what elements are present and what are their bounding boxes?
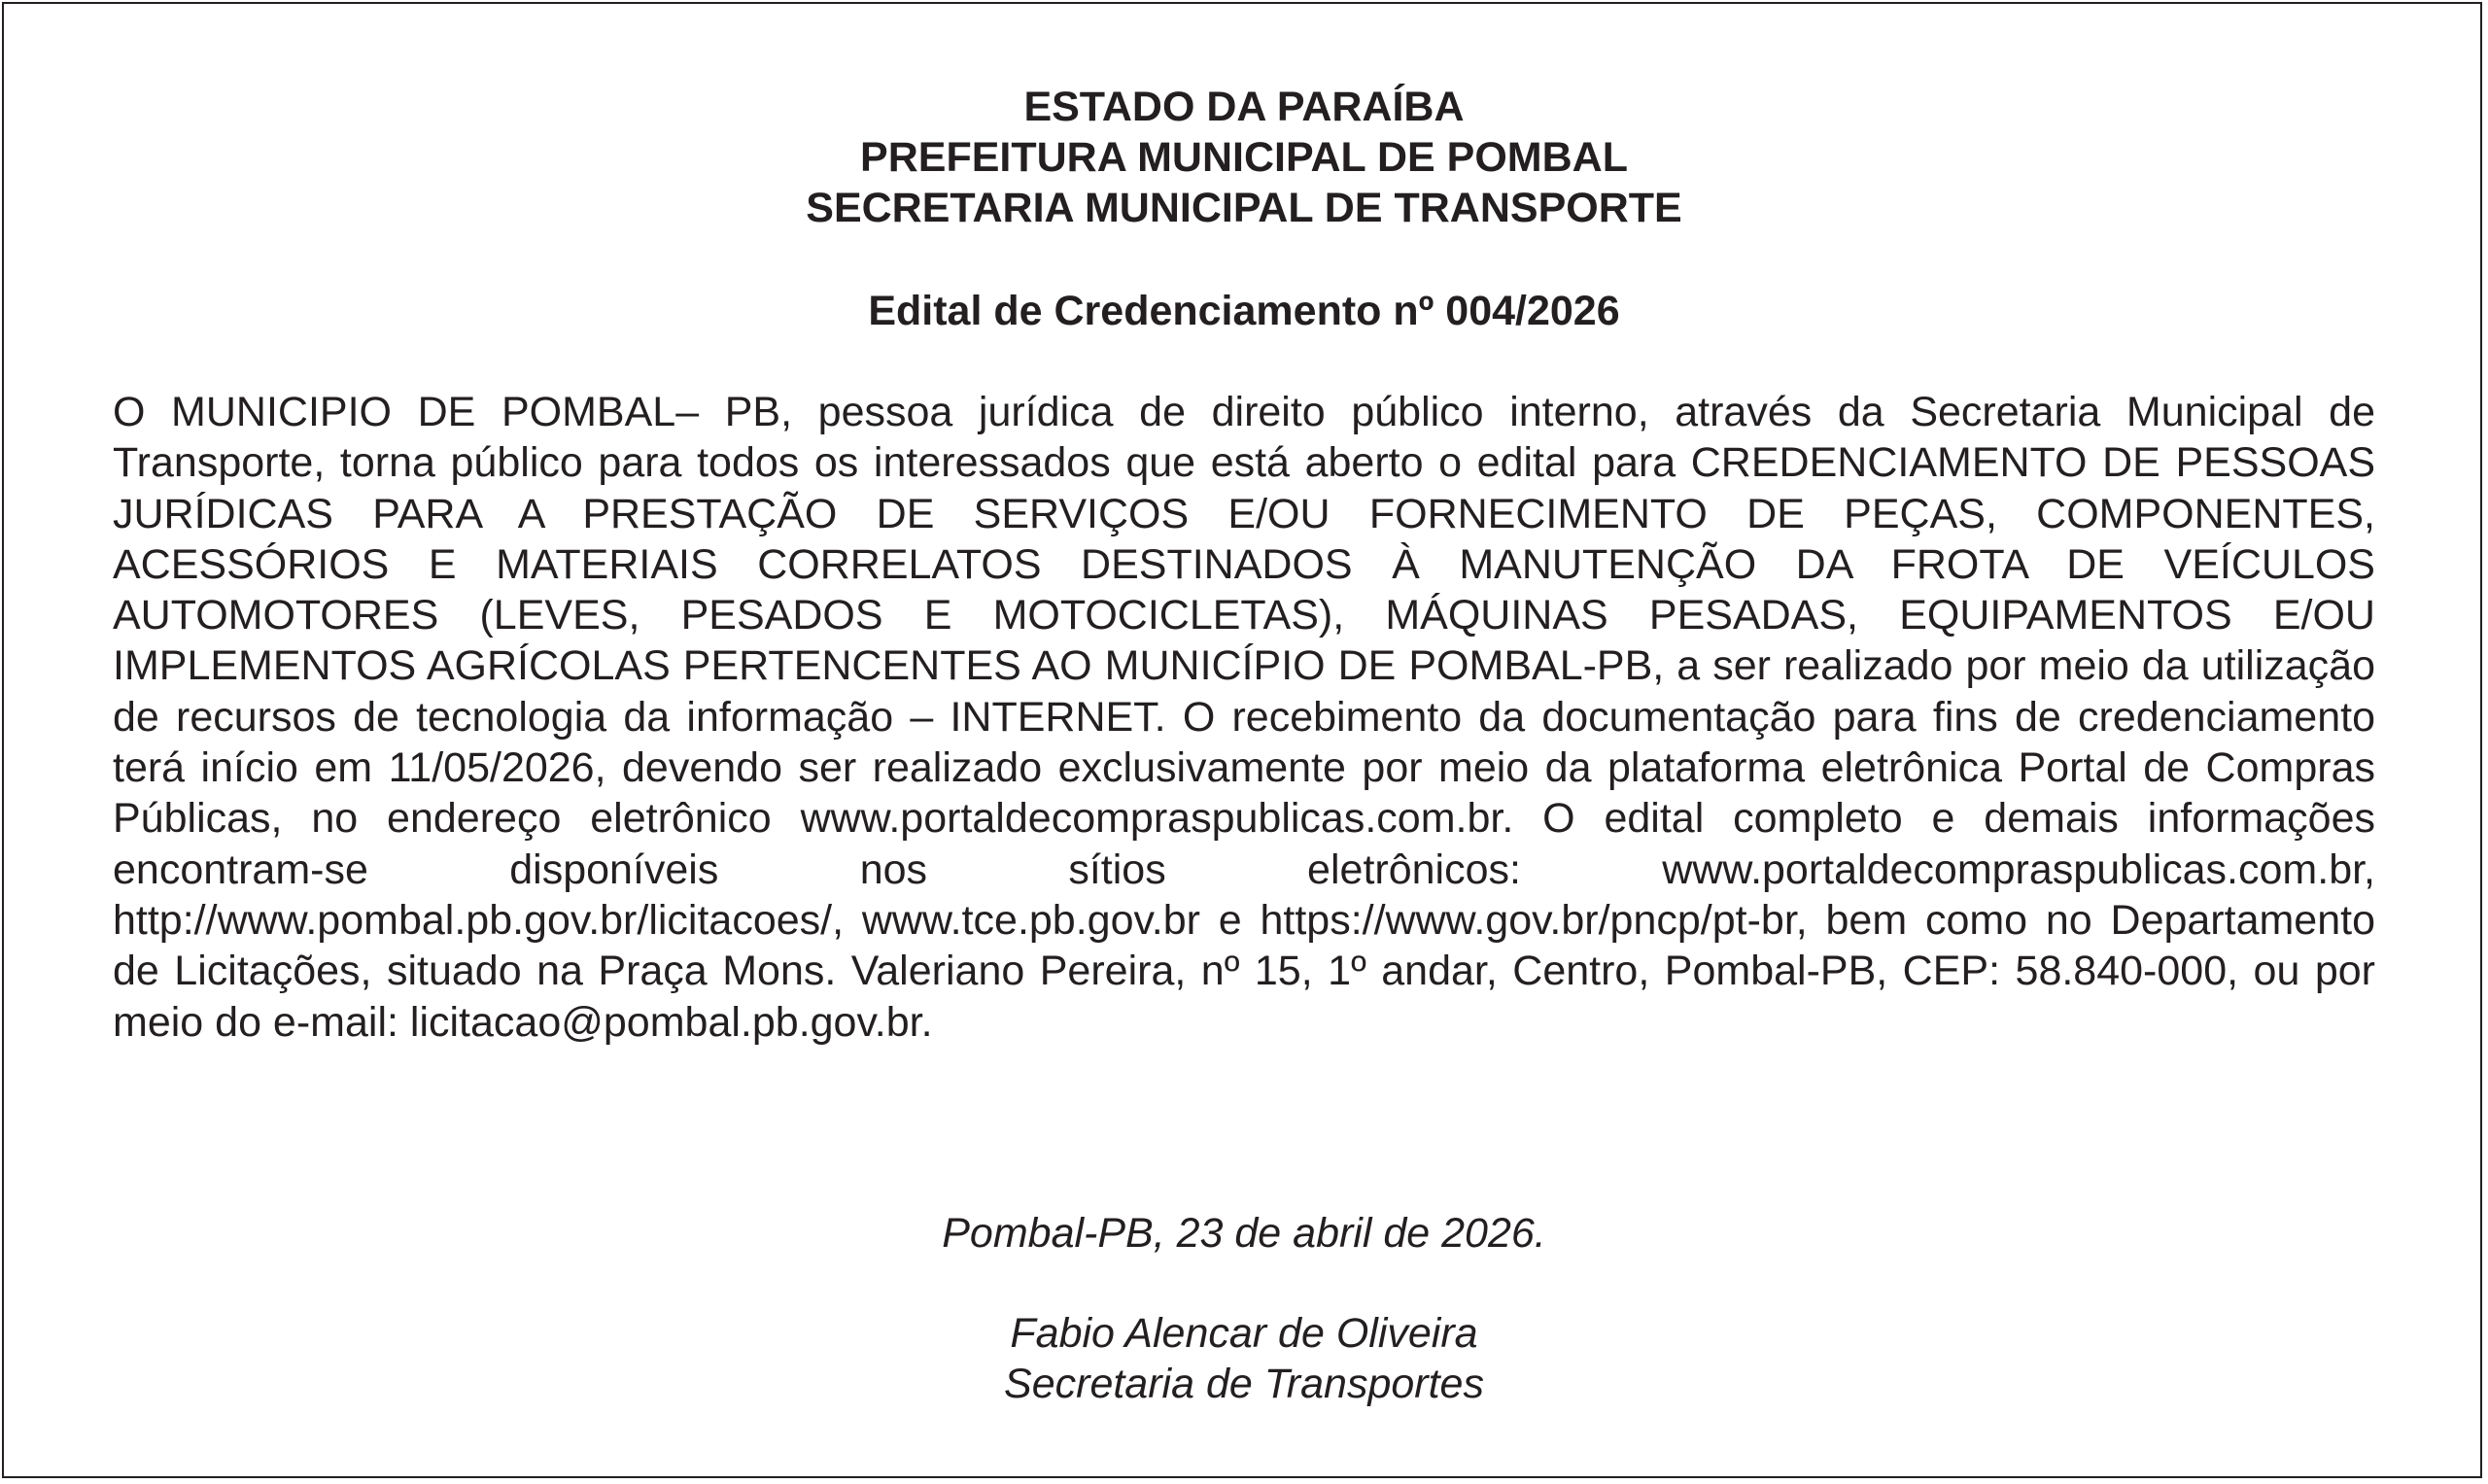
signature-block [0, 1308, 2488, 1409]
header-block [0, 82, 2488, 233]
header-secretariat: SECRETARIA MUNICIPAL DE TRANSPORTE [806, 185, 1682, 231]
edital-title: Edital de Credenciamento nº 004/2026 [868, 288, 1620, 334]
signer-name: Fabio Alencar de Oliveira [1010, 1310, 1478, 1357]
header-prefecture: PREFEITURA MUNICIPAL DE POMBAL [860, 134, 1628, 181]
place-date: Pombal-PB, 23 de abril de 2026. [942, 1210, 1546, 1257]
header-state: ESTADO DA PARAÍBA [1023, 84, 1465, 130]
notice-body: O MUNICIPIO DE POMBAL– PB, pessoa jurídica de direito público interno, através da Secretaria Municipal de Transporte, torna público para todos os interessados que está aberto o edital para CREDENCIAMENTO DE PESSOAS JURÍDICAS PARA A PRESTAÇÃO DE SERVIÇOS E/OU FORNECIMENTO DE PEÇAS, COMPONENTES, ACESSÓRIOS E MATERIAIS CORRELATOS DESTINADOS À MANUTENÇÃO DA FROTA DE VEÍCULOS AUTOMOTORES (LEVES, PESADOS E MOTOCICLETAS), MÁQUINAS PESADAS, EQUIPAMENTOS E/OU IMPLEMENTOS AGRÍCOLAS PERTENCENTES AO MUNICÍPIO DE POMBAL-PB, a ser realizado por meio da utilização de recursos de tecnologia da informação – INTERNET. O recebimento da documentação para fins de credenciamento terá início em 11/05/2026, devendo ser realizado exclusivamente por meio da plataforma eletrônica Portal de Compras Públicas, no endereço eletrônico www.portaldecompraspublicas.com.br. O edital completo e demais informações encontram-se disponíveis nos sítios eletrônicos: www.portaldecompraspublicas.com.br, http://www.pombal.pb.gov.br/licitacoes/, www.tce.pb.gov.br e https://www.gov.br/pncp/pt-br, bem como no Departamento de Licitações, situado na Praça Mons. Valeriano Pereira, nº 15, 1º andar, Centro, Pombal-PB, CEP: 58.840-000, ou por meio do e-mail: licitacao@pombal.pb.gov.br. [113, 389, 2375, 1046]
signer-role: Secretaria de Transportes [1004, 1361, 1484, 1407]
